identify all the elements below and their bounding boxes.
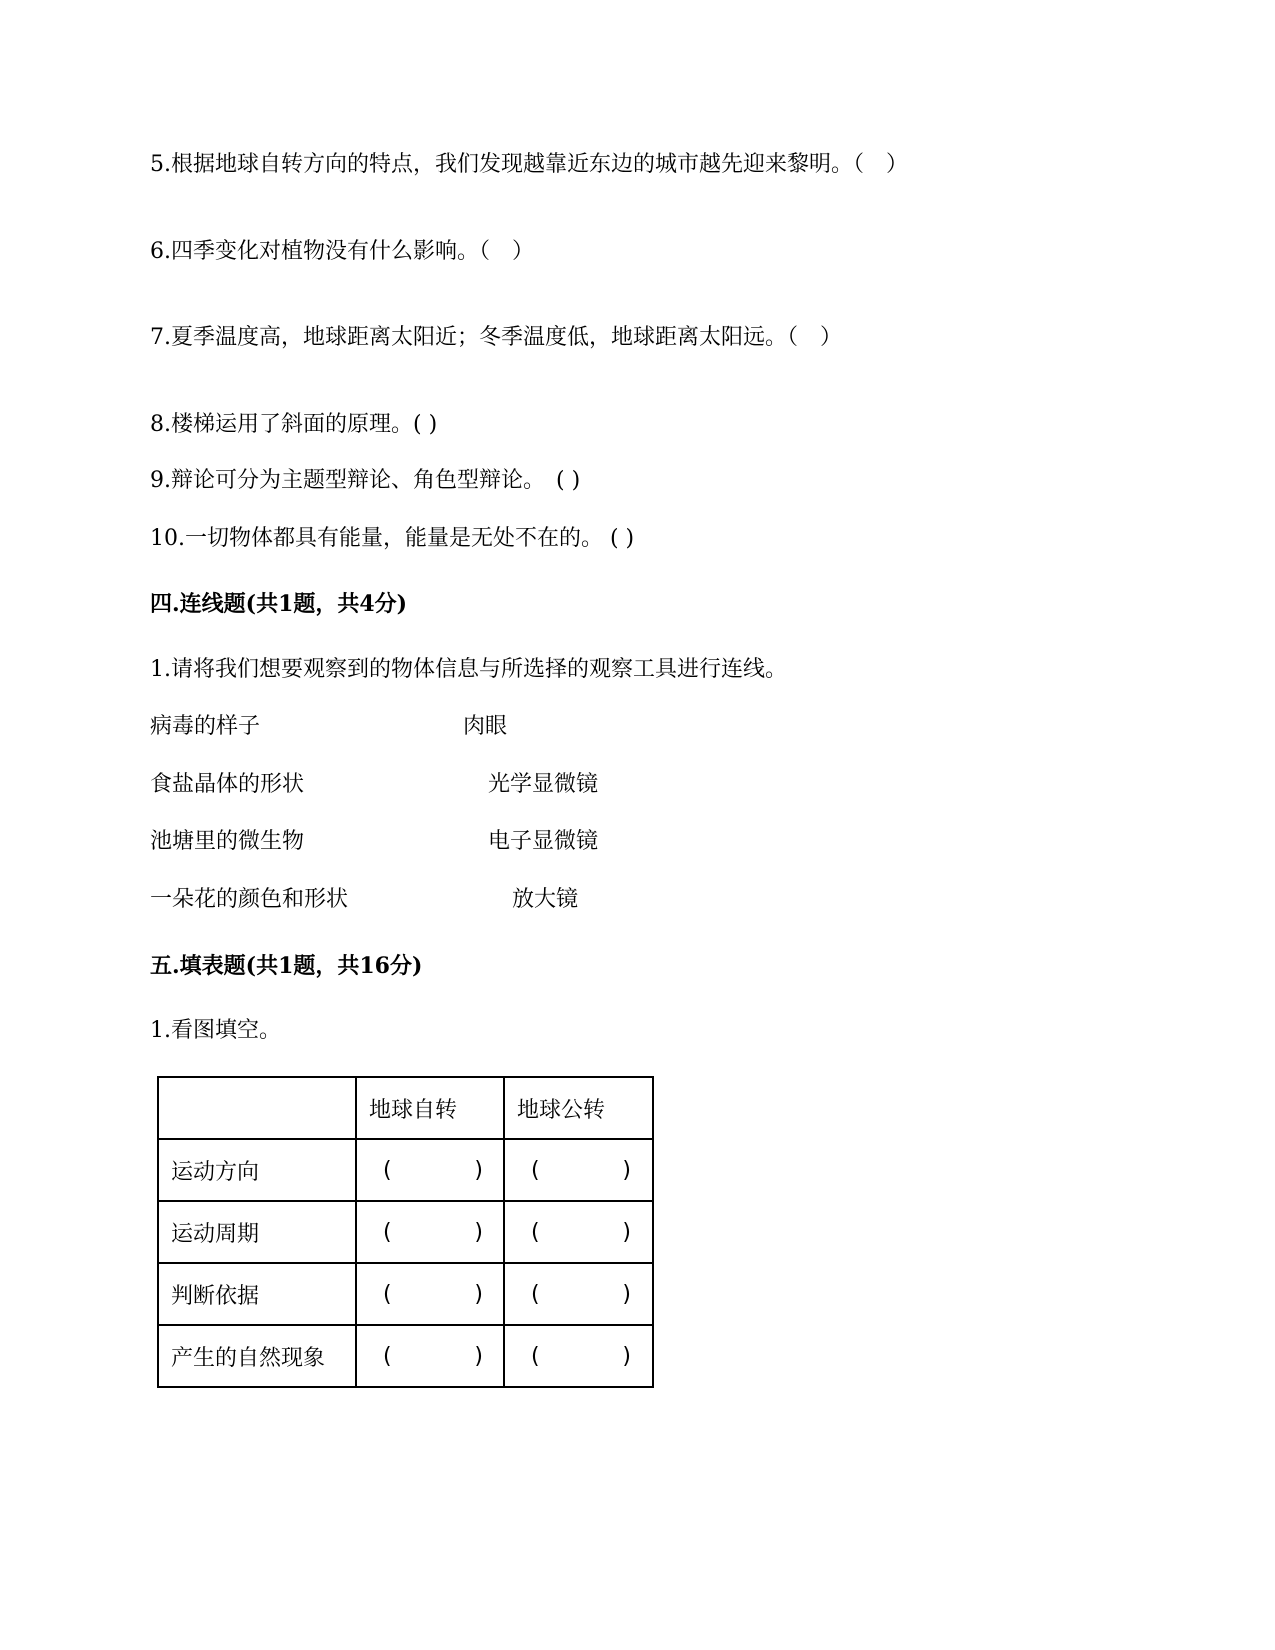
answer-blank[interactable] bbox=[356, 1139, 504, 1201]
open-paren: ( bbox=[531, 1281, 540, 1307]
table-row bbox=[158, 1201, 653, 1263]
open-paren: ( bbox=[531, 1343, 540, 1369]
close-paren: ) bbox=[622, 1281, 631, 1307]
match-right-item: 电子显微镜 bbox=[488, 829, 599, 854]
close-paren: ) bbox=[474, 1219, 483, 1245]
row-label: 运动周期 bbox=[158, 1201, 356, 1263]
question-6: 6.四季变化对植物没有什么影响。（ ） bbox=[150, 239, 534, 264]
table-row bbox=[158, 1263, 653, 1325]
match-right-item: 放大镜 bbox=[512, 887, 579, 912]
match-left-item: 池塘里的微生物 bbox=[150, 829, 305, 854]
match-right-item: 肉眼 bbox=[463, 714, 508, 739]
question-7: 7.夏季温度高，地球距离太阳近；冬季温度低，地球距离太阳远。（ ） bbox=[150, 325, 842, 350]
answer-blank[interactable] bbox=[356, 1201, 504, 1263]
table-row bbox=[158, 1325, 653, 1387]
open-paren: ( bbox=[383, 1343, 392, 1369]
close-paren: ) bbox=[622, 1157, 631, 1183]
close-paren: ) bbox=[622, 1343, 631, 1369]
answer-blank[interactable] bbox=[504, 1263, 653, 1325]
section-4-question: 1.请将我们想要观察到的物体信息与所选择的观察工具进行连线。 bbox=[150, 657, 787, 682]
question-9: 9.辩论可分为主题型辩论、角色型辩论。 ( ) bbox=[150, 468, 581, 493]
table-row bbox=[158, 1139, 653, 1201]
row-label: 判断依据 bbox=[158, 1263, 356, 1325]
answer-blank[interactable] bbox=[504, 1325, 653, 1387]
section-4-heading: 四.连线题(共1题，共4分) bbox=[150, 591, 408, 617]
match-right-item: 光学显微镜 bbox=[488, 772, 599, 797]
open-paren: ( bbox=[531, 1219, 540, 1245]
close-paren: ) bbox=[474, 1343, 483, 1369]
answer-blank[interactable] bbox=[356, 1325, 504, 1387]
table-header-row bbox=[158, 1077, 653, 1139]
row-label: 运动方向 bbox=[158, 1139, 356, 1201]
section-5-question: 1.看图填空。 bbox=[150, 1018, 281, 1043]
answer-blank[interactable] bbox=[504, 1139, 653, 1201]
open-paren: ( bbox=[383, 1219, 392, 1245]
table-header-cell: 地球公转 bbox=[504, 1077, 653, 1139]
open-paren: ( bbox=[531, 1157, 540, 1183]
close-paren: ) bbox=[622, 1219, 631, 1245]
section-5-heading: 五.填表题(共1题，共16分) bbox=[150, 953, 423, 979]
open-paren: ( bbox=[383, 1157, 392, 1183]
question-10: 10.一切物体都具有能量，能量是无处不在的。 ( ) bbox=[150, 526, 635, 551]
close-paren: ) bbox=[474, 1281, 483, 1307]
row-label: 产生的自然现象 bbox=[158, 1325, 356, 1387]
match-left-item: 食盐晶体的形状 bbox=[150, 772, 305, 797]
earth-motion-table bbox=[157, 1076, 654, 1388]
match-left-item: 病毒的样子 bbox=[150, 714, 261, 739]
table-header-cell: 地球自转 bbox=[356, 1077, 504, 1139]
open-paren: ( bbox=[383, 1281, 392, 1307]
answer-blank[interactable] bbox=[504, 1201, 653, 1263]
match-left-item: 一朵花的颜色和形状 bbox=[150, 887, 349, 912]
table-header-cell bbox=[158, 1077, 356, 1139]
question-8: 8.楼梯运用了斜面的原理。( ) bbox=[150, 412, 438, 437]
question-5: 5.根据地球自转方向的特点，我们发现越靠近东边的城市越先迎来黎明。（ ） bbox=[150, 152, 908, 177]
close-paren: ) bbox=[474, 1157, 483, 1183]
answer-blank[interactable] bbox=[356, 1263, 504, 1325]
